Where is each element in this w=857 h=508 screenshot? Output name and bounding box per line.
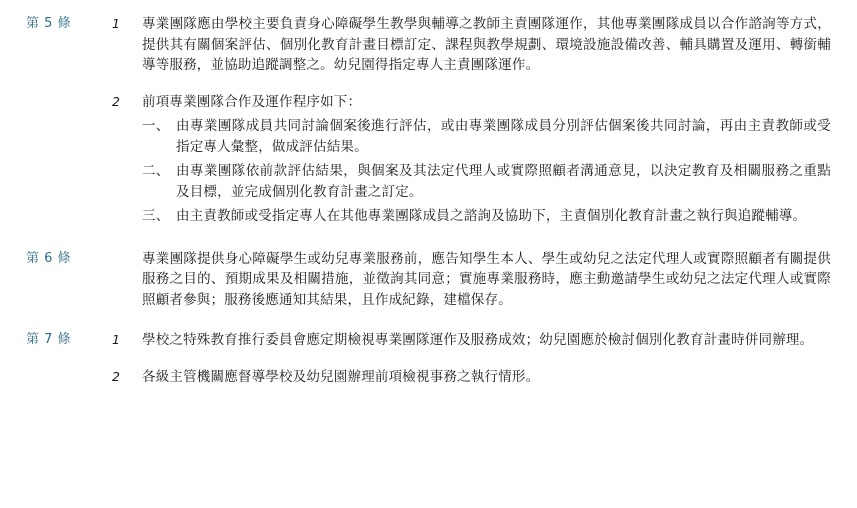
article-spacer bbox=[0, 231, 857, 249]
subitem-text: 由主責教師或受指定專人在其他專業團隊成員之諮詢及協助下，主責個別化教育計畫之執行與追蹤輔導。 bbox=[176, 208, 807, 224]
paragraph-number: 2 bbox=[112, 93, 120, 109]
article-label-5: 第 5 條 bbox=[26, 16, 72, 31]
paragraph bbox=[110, 330, 831, 351]
top-spacer bbox=[0, 0, 857, 14]
paragraph-number: 2 bbox=[112, 368, 120, 384]
article-block-7 bbox=[0, 330, 857, 389]
list-item bbox=[142, 206, 831, 227]
article-label-7: 第 7 條 bbox=[26, 332, 72, 347]
article-block-5 bbox=[0, 14, 857, 231]
subitem-text: 由專業團隊成員共同討論個案後進行評估，或由專業團隊成員分別評估個案後共同討論，再由主責教師或受指定專人彙整，做成評估結果。 bbox=[176, 118, 831, 155]
list-item bbox=[142, 116, 831, 157]
subitem-text: 由專業團隊依前款評估結果，與個案及其法定代理人或實際照顧者溝通意見，以決定教育及相關服務之重點及目標，並完成個別化教育計畫之訂定。 bbox=[176, 163, 831, 200]
article-spacer bbox=[0, 312, 857, 330]
article-label-6: 第 6 條 bbox=[26, 250, 72, 266]
paragraph bbox=[110, 367, 831, 388]
article-body-6 bbox=[110, 249, 857, 313]
article-body-5 bbox=[110, 14, 857, 231]
paragraph-number: 1 bbox=[112, 332, 120, 347]
paragraph-text: 前項專業團隊合作及運作程序如下： bbox=[142, 93, 362, 110]
paragraph bbox=[110, 14, 831, 76]
subitem-list bbox=[142, 116, 831, 227]
paragraph-text: 專業團隊提供身心障礙學生或幼兒專業服務前，應告知學生本人、學生或幼兒之法定代理人或實際照顧者有關提供服務之目的、預期成果及相關措施，並徵詢其同意；實施專業服務時，應主動邀請學生或幼兒之法定代理人或實際照顧者參與；服務後應通知其結果，且作成紀錄，建檔保存。 bbox=[142, 250, 831, 308]
paragraph-spacer bbox=[110, 78, 831, 92]
article-body-7 bbox=[110, 330, 857, 389]
paragraph bbox=[110, 249, 831, 311]
article-block-6 bbox=[0, 249, 857, 313]
paragraph-number: 1 bbox=[112, 16, 120, 31]
paragraph-text: 專業團隊應由學校主要負責身心障礙學生教學與輔導之教師主責團隊運作，其他專業團隊成員以合作諮詢等方式，提供其有關個案評估、個別化教育計畫目標訂定、課程與教學規劃、環境設施設備改善、輔具購置及運用、轉銜輔導等服務，並協助追蹤調整之。幼兒園得指定專人主責團隊運作。 bbox=[142, 16, 831, 73]
subitem-marker: 三、 bbox=[142, 208, 170, 224]
subitem-marker: 一、 bbox=[142, 118, 170, 134]
paragraph bbox=[110, 92, 831, 113]
paragraph-text: 各級主管機關應督導學校及幼兒園辦理前項檢視事務之執行情形。 bbox=[142, 368, 540, 385]
paragraph-spacer bbox=[110, 353, 831, 367]
list-item bbox=[142, 161, 831, 202]
paragraph-text: 學校之特殊教育推行委員會應定期檢視專業團隊運作及服務成效；幼兒園應於檢討個別化教育計畫時併同辦理。 bbox=[142, 332, 814, 348]
subitem-marker: 二、 bbox=[142, 163, 170, 179]
